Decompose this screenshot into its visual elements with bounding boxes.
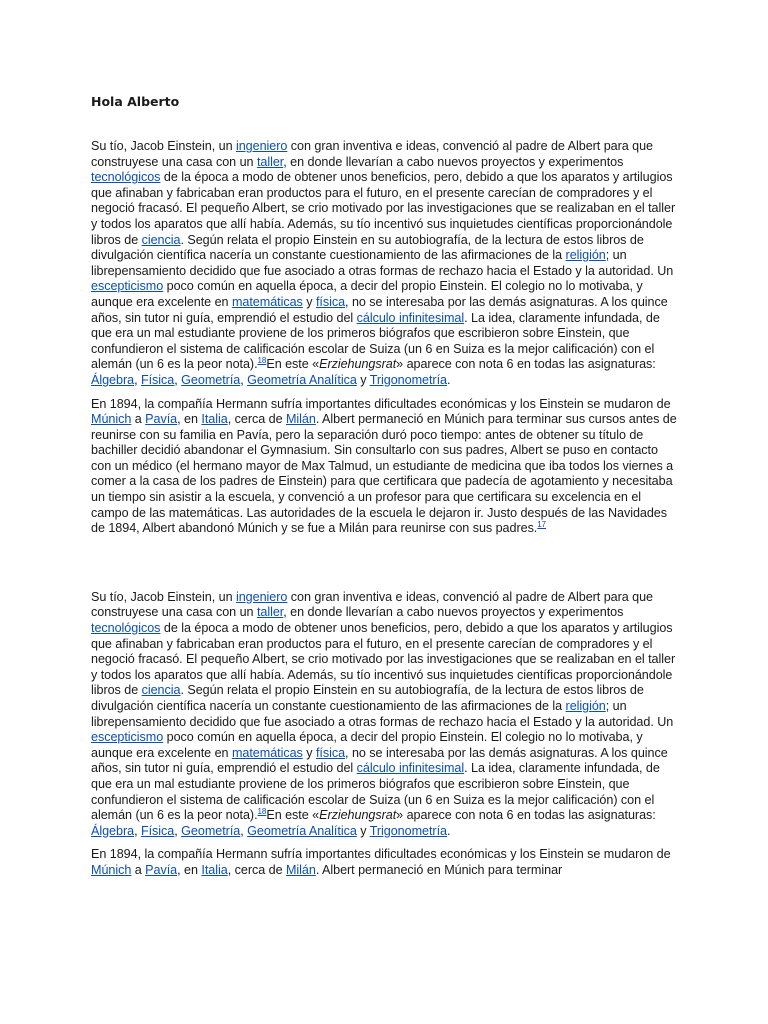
- link-fisica-2[interactable]: Física: [140, 823, 175, 838]
- link-algebra[interactable]: Álgebra: [91, 372, 135, 387]
- text: ,: [240, 823, 248, 838]
- text: . Según relata el propio Einstein en su autobiografía, de la lectura de estos libros de divulgación científica nacería un constante cuestionamiento de las afirmaciones de la: [91, 683, 644, 713]
- text: . Según relata el propio Einstein en su autobiografía, de la lectura de estos libros de divulgación científica nacería un constante cuestionamiento de las afirmaciones de la: [91, 232, 644, 263]
- link-fisica[interactable]: física: [315, 745, 346, 760]
- link-calculo-infinitesimal[interactable]: cálculo infinitesimal: [356, 761, 465, 776]
- text: . Albert permaneció en Múnich para terminar sus cursos antes de reunirse con su familia en Pavía, pero la separación duró poco tiempo: antes de obtener su título de bachiller decidió abandonar el Gymnasium. Sin consultarlo con sus padres, Albert se puso en contacto con un médico (el hermano mayor de Max Talmud, un estudiante de medicina que iba todos los viernes a comer a la casa de los padres de Einstein) para que certificara que padecía de agotamiento y necesitaba un tiempo sin asistir a la escuela, y convenció a un profesor para que certificara su excelencia en el campo de las matemáticas. Las autoridades de la escuela le dejaron ir. Justo después de las Navidades de 1894, Albert abandonó Múnich y se fue a Milán para reunirse con sus padres.: [91, 412, 677, 536]
- text: poco común en aquella época, a decir del propio Einstein. El colegio no lo motivaba, y aunque era excelente en: [91, 730, 643, 760]
- paragraph-1: [91, 139, 677, 389]
- link-fisica-2[interactable]: Física: [140, 372, 175, 387]
- text: .: [446, 372, 451, 387]
- text: con gran inventiva e ideas, convenció al padre de Albert para que construyese una casa con un: [91, 139, 654, 169]
- text-erziehungsrat: Erziehungsrat: [319, 357, 397, 372]
- link-ciencia[interactable]: ciencia: [141, 683, 181, 698]
- link-fisica[interactable]: física: [315, 294, 346, 309]
- link-religion[interactable]: religión: [565, 248, 606, 263]
- text: y: [356, 823, 370, 838]
- link-escepticismo[interactable]: escepticismo: [91, 730, 164, 745]
- link-italia[interactable]: Italia: [201, 862, 228, 877]
- text: y: [356, 372, 370, 387]
- text: , en donde llevarían a cabo nuevos proyectos y experimentos: [283, 605, 624, 620]
- text: y: [302, 294, 316, 309]
- link-pavia[interactable]: Pavía: [145, 412, 178, 427]
- text: En 1894, la compañía Hermann sufría importantes dificultades económicas y los Einstein se mudaron de: [91, 396, 671, 411]
- link-calculo-infinitesimal[interactable]: cálculo infinitesimal: [356, 310, 465, 325]
- link-escepticismo[interactable]: escepticismo: [91, 279, 164, 294]
- footnote-link-17[interactable]: 17: [537, 520, 547, 530]
- link-tecnologicos[interactable]: tecnológicos: [91, 170, 161, 185]
- text: poco común en aquella época, a decir del propio Einstein. El colegio no lo motivaba, y aunque era excelente en: [91, 279, 643, 309]
- footnote-link-18[interactable]: 18: [257, 807, 267, 817]
- text: , no se interesaba por las demás asignaturas. A los quince años, sin tutor ni guía, emprendió el estudio del: [91, 294, 668, 325]
- link-geometria[interactable]: Geometría: [181, 372, 241, 387]
- text: de la época a modo de obtener unos beneficios, pero, debido a que los aparatos y artilugios que afinaban y fabricaban eran productos para el futuro, en el presente carecían de compradores y el negoció fracasó. El pequeño Albert, se crio motivado por las investigaciones que se realizaban en el taller y todos los aparatos que allí había. Además, su tío incentivó sus inquietudes científicas proporcionándole libros de: [91, 621, 676, 698]
- text: » aparece con nota 6 en todas las asignaturas:: [396, 808, 656, 823]
- link-geometria[interactable]: Geometría: [181, 823, 241, 838]
- text-erziehungsrat: Erziehungsrat: [319, 808, 397, 823]
- text: . Albert permaneció en Múnich para terminar: [315, 862, 563, 877]
- text: . La idea, claramente infundada, de que era un mal estudiante proviene de los primeros biógrafos que escribieron sobre Einstein, que confundieron el sistema de calificación escolar de Suiza (un 6 en Suiza es la mejor calificación) con el alemán (un 6 es la peor nota).: [91, 310, 660, 372]
- link-algebra[interactable]: Álgebra: [91, 823, 135, 838]
- paragraph-4: [91, 847, 677, 878]
- text: Su tío, Jacob Einstein, un: [91, 589, 236, 604]
- link-geometria-analitica[interactable]: Geometría Analítica: [247, 372, 357, 387]
- paragraph-3: [91, 590, 677, 840]
- link-ingeniero[interactable]: ingeniero: [235, 589, 288, 604]
- text: ,: [174, 372, 182, 387]
- link-ingeniero[interactable]: ingeniero: [235, 139, 288, 153]
- text: ,: [134, 823, 141, 838]
- text: , en: [177, 412, 202, 427]
- text: ,: [174, 823, 182, 838]
- document-page: [91, 94, 677, 879]
- link-trigonometria[interactable]: Trigonometría: [369, 823, 447, 838]
- text: En este «: [266, 357, 320, 372]
- text: ,: [134, 372, 141, 387]
- text: .: [446, 823, 451, 838]
- link-ciencia[interactable]: ciencia: [141, 232, 181, 247]
- link-munich[interactable]: Múnich: [91, 862, 132, 877]
- text: » aparece con nota 6 en todas las asignaturas:: [396, 357, 656, 372]
- text: ; un librepensamiento decidido que fue asociado a otras formas de rechazo hacia el Estado y la autoridad. Un: [91, 248, 674, 278]
- text: a: [131, 412, 146, 427]
- spacer: [91, 537, 677, 590]
- text: Su tío, Jacob Einstein, un: [91, 139, 236, 153]
- link-religion[interactable]: religión: [565, 699, 606, 713]
- link-pavia[interactable]: Pavía: [145, 862, 178, 877]
- link-milan[interactable]: Milán: [285, 862, 316, 877]
- link-italia[interactable]: Italia: [201, 412, 228, 427]
- link-matematicas[interactable]: matemáticas: [231, 294, 303, 309]
- paragraph-2: [91, 397, 677, 537]
- text: ; un librepensamiento decidido que fue asociado a otras formas de rechazo hacia el Estado y la autoridad. Un: [91, 699, 674, 729]
- text: , en: [177, 862, 202, 877]
- text: con gran inventiva e ideas, convenció al padre de Albert para que construyese una casa con un: [91, 589, 654, 620]
- link-trigonometria[interactable]: Trigonometría: [369, 372, 447, 387]
- link-taller[interactable]: taller: [256, 154, 284, 169]
- text: , en donde llevarían a cabo nuevos proyectos y experimentos: [283, 154, 624, 169]
- link-milan[interactable]: Milán: [285, 412, 316, 427]
- link-taller[interactable]: taller: [256, 605, 284, 620]
- footnote-ref-17: [537, 520, 546, 529]
- text: de la época a modo de obtener unos beneficios, pero, debido a que los aparatos y artilugios que afinaban y fabricaban eran productos para el futuro, en el presente carecían de compradores y el negoció fracasó. El pequeño Albert, se crio motivado por las investigaciones que se realizaban en el taller y todos los aparatos que allí había. Además, su tío incentivó sus inquietudes científicas proporcionándole libros de: [91, 170, 676, 247]
- footnote-link-18[interactable]: 18: [257, 356, 267, 366]
- link-matematicas[interactable]: matemáticas: [231, 745, 303, 760]
- text: a: [131, 862, 146, 877]
- text: En 1894, la compañía Hermann sufría importantes dificultades económicas y los Einstein se mudaron de: [91, 847, 671, 862]
- link-munich[interactable]: Múnich: [91, 412, 132, 427]
- link-tecnologicos[interactable]: tecnológicos: [91, 621, 161, 636]
- document-heading: Hola Alberto: [91, 94, 180, 109]
- text: . La idea, claramente infundada, de que era un mal estudiante proviene de los primeros biógrafos que escribieron sobre Einstein, que confundieron el sistema de calificación escolar de Suiza (un 6 en Suiza es la mejor calificación) con el alemán (un 6 es la peor nota).: [91, 761, 660, 823]
- text: , cerca de: [227, 862, 286, 877]
- link-geometria-analitica[interactable]: Geometría Analítica: [247, 823, 357, 838]
- text: , cerca de: [227, 412, 286, 427]
- text: ,: [240, 372, 248, 387]
- text: En este «: [266, 808, 320, 823]
- text: y: [302, 745, 316, 760]
- text: , no se interesaba por las demás asignaturas. A los quince años, sin tutor ni guía, emprendió el estudio del: [91, 745, 668, 776]
